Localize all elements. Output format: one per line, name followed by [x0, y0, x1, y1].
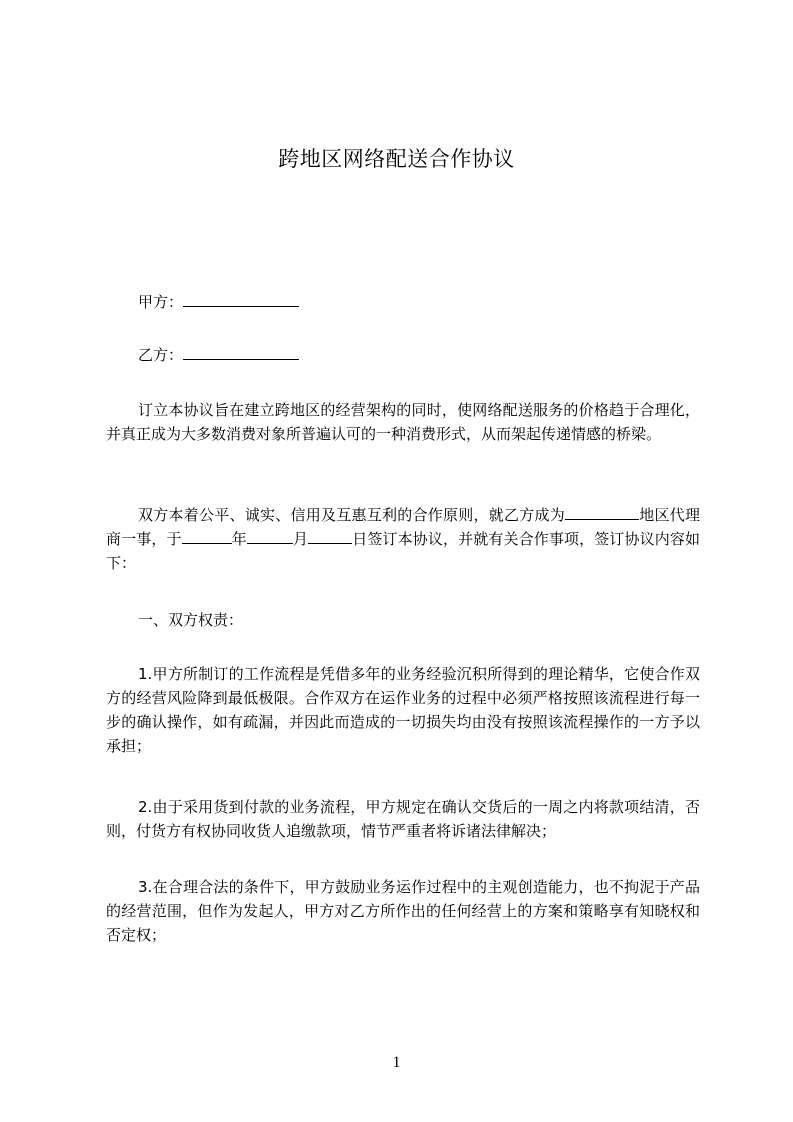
party-b-blank [183, 345, 299, 360]
year-label: 年 [231, 530, 247, 548]
clause-3: 3.在合理合法的条件下，甲方鼓励业务运作过程中的主观创造能力，也不拘泥于产品的经营范围，但作为发起人，甲方对乙方所作出的任何经营上的方案和策略享有知晓权和否定权； [106, 878, 700, 944]
party-b-label: 乙方： [138, 346, 184, 364]
year-blank [182, 529, 232, 544]
party-b-line [138, 343, 299, 367]
party-a-label: 甲方： [138, 293, 184, 311]
agreement-text-1: 双方本着公平、诚实、信用及互惠互利的合作原则，就乙方成为 [138, 506, 565, 524]
page-number: 1 [392, 1054, 401, 1071]
agreement-paragraph [106, 503, 700, 575]
region-blank [565, 505, 639, 520]
clause-2: 2.由于采用货到付款的业务流程，甲方规定在确认交货后的一周之内将款项结清，否则，付货方有权协同收货人追缴款项，情节严重者将诉诸法律解决； [106, 798, 700, 840]
day-blank [308, 529, 352, 544]
document-title: 跨地区网络配送合作协议 [278, 147, 515, 171]
section-heading: 一、双方权责： [138, 611, 244, 629]
month-label: 月 [292, 530, 309, 548]
month-blank [247, 529, 293, 544]
agreement-text-2: 地区代理商一事，于 [106, 506, 700, 548]
agreement-text-3: 日签订本协议，并就有关合作事项，签订协议内容如下： [106, 530, 700, 572]
party-a-line [138, 290, 299, 314]
party-a-blank [183, 292, 299, 307]
intro-paragraph: 订立本协议旨在建立跨地区的经营架构的同时，使网络配送服务的价格趋于合理化，并真正成为大多数消费对象所普遍认可的一种消费形式，从而架起传递情感的桥梁。 [106, 401, 700, 443]
clause-1: 1.甲方所制订的工作流程是凭借多年的业务经验沉积所得到的理论精华，它使合作双方的经营风险降到最低极限。合作双方在运作业务的过程中必须严格按照该流程进行每一步的确认操作，如有疏漏，并因此而造成的一切损失均由没有按照该流程操作的一方予以承担； [106, 665, 700, 755]
